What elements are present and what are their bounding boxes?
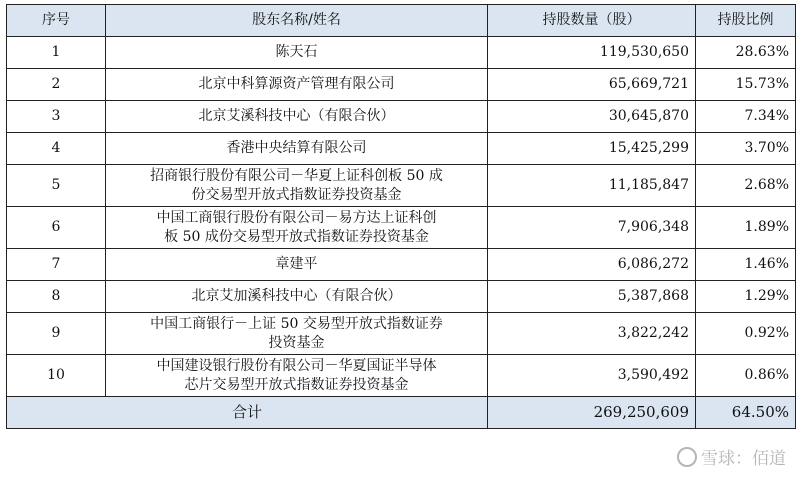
row-name-line: 中国建设银行股份有限公司－华夏国证半导体 <box>156 357 437 374</box>
row-no: 7 <box>7 249 106 281</box>
row-name-line: 章建平 <box>275 256 318 272</box>
row-shares: 11,185,847 <box>488 165 696 207</box>
header-shares: 持股数量（股） <box>488 5 696 37</box>
row-ratio: 28.63% <box>696 37 796 69</box>
table-header-row <box>7 5 796 37</box>
row-ratio: 15.73% <box>696 69 796 101</box>
table-row <box>7 249 796 281</box>
row-shares: 3,590,492 <box>488 355 696 397</box>
row-name-line: 北京中科算源资产管理有限公司 <box>198 76 395 92</box>
row-name-line: 中国工商银行股份有限公司－易方达上证科创 <box>156 209 437 226</box>
table-body <box>7 37 796 397</box>
total-label: 合计 <box>7 397 488 429</box>
row-name-line: 中国工商银行－上证 50 交易型开放式指数证券 <box>150 315 443 332</box>
row-shares: 7,906,348 <box>488 207 696 249</box>
table-row <box>7 207 796 249</box>
row-name-line: 招商银行股份有限公司－华夏上证科创板 50 成 <box>150 167 443 184</box>
row-shares: 3,822,242 <box>488 313 696 355</box>
row-no: 3 <box>7 101 106 133</box>
row-no: 5 <box>7 165 106 207</box>
row-shares: 15,425,299 <box>488 133 696 165</box>
row-name <box>106 249 488 281</box>
total-shares: 269,250,609 <box>488 397 696 429</box>
row-name-line: 投资基金 <box>268 334 325 351</box>
header-name: 股东名称/姓名 <box>106 5 488 37</box>
row-name-line: 北京艾加溪科技中心（有限合伙） <box>191 288 402 304</box>
row-name <box>106 207 488 249</box>
row-no: 8 <box>7 281 106 313</box>
watermark-text: 雪球：佰道 <box>701 449 786 469</box>
row-ratio: 0.86% <box>696 355 796 397</box>
row-ratio: 7.34% <box>696 101 796 133</box>
row-no: 10 <box>7 355 106 397</box>
row-shares: 30,645,870 <box>488 101 696 133</box>
table-row <box>7 101 796 133</box>
table-row <box>7 165 796 207</box>
row-shares: 119,530,650 <box>488 37 696 69</box>
row-no: 4 <box>7 133 106 165</box>
row-no: 2 <box>7 69 106 101</box>
row-name <box>106 69 488 101</box>
total-ratio: 64.50% <box>696 397 796 429</box>
row-ratio: 1.46% <box>696 249 796 281</box>
row-ratio: 1.89% <box>696 207 796 249</box>
row-shares: 65,669,721 <box>488 69 696 101</box>
watermark <box>677 444 786 469</box>
row-name <box>106 165 488 207</box>
header-no: 序号 <box>7 5 106 37</box>
row-shares: 5,387,868 <box>488 281 696 313</box>
row-ratio: 0.92% <box>696 313 796 355</box>
table-row <box>7 37 796 69</box>
row-name <box>106 281 488 313</box>
row-name-line: 份交易型开放式指数证券投资基金 <box>191 186 402 203</box>
row-no: 9 <box>7 313 106 355</box>
row-no: 6 <box>7 207 106 249</box>
row-name-line: 香港中央结算有限公司 <box>226 140 367 156</box>
table-row <box>7 281 796 313</box>
row-name-line: 北京艾溪科技中心（有限合伙） <box>198 108 395 124</box>
row-name-line: 芯片交易型开放式指数证券投资基金 <box>184 376 409 393</box>
snowball-logo-icon <box>677 447 697 467</box>
row-name-line: 板 50 成份交易型开放式指数证券投资基金 <box>164 228 429 245</box>
header-ratio: 持股比例 <box>696 5 796 37</box>
row-ratio: 3.70% <box>696 133 796 165</box>
shareholder-table <box>6 4 796 429</box>
table-row <box>7 355 796 397</box>
row-name <box>106 133 488 165</box>
table-row <box>7 69 796 101</box>
row-name-line: 陈天石 <box>275 44 318 60</box>
row-shares: 6,086,272 <box>488 249 696 281</box>
table-row <box>7 313 796 355</box>
row-name <box>106 355 488 397</box>
row-name <box>106 313 488 355</box>
total-row <box>7 397 796 429</box>
row-ratio: 1.29% <box>696 281 796 313</box>
row-ratio: 2.68% <box>696 165 796 207</box>
row-name <box>106 101 488 133</box>
row-no: 1 <box>7 37 106 69</box>
row-name <box>106 37 488 69</box>
table-row <box>7 133 796 165</box>
